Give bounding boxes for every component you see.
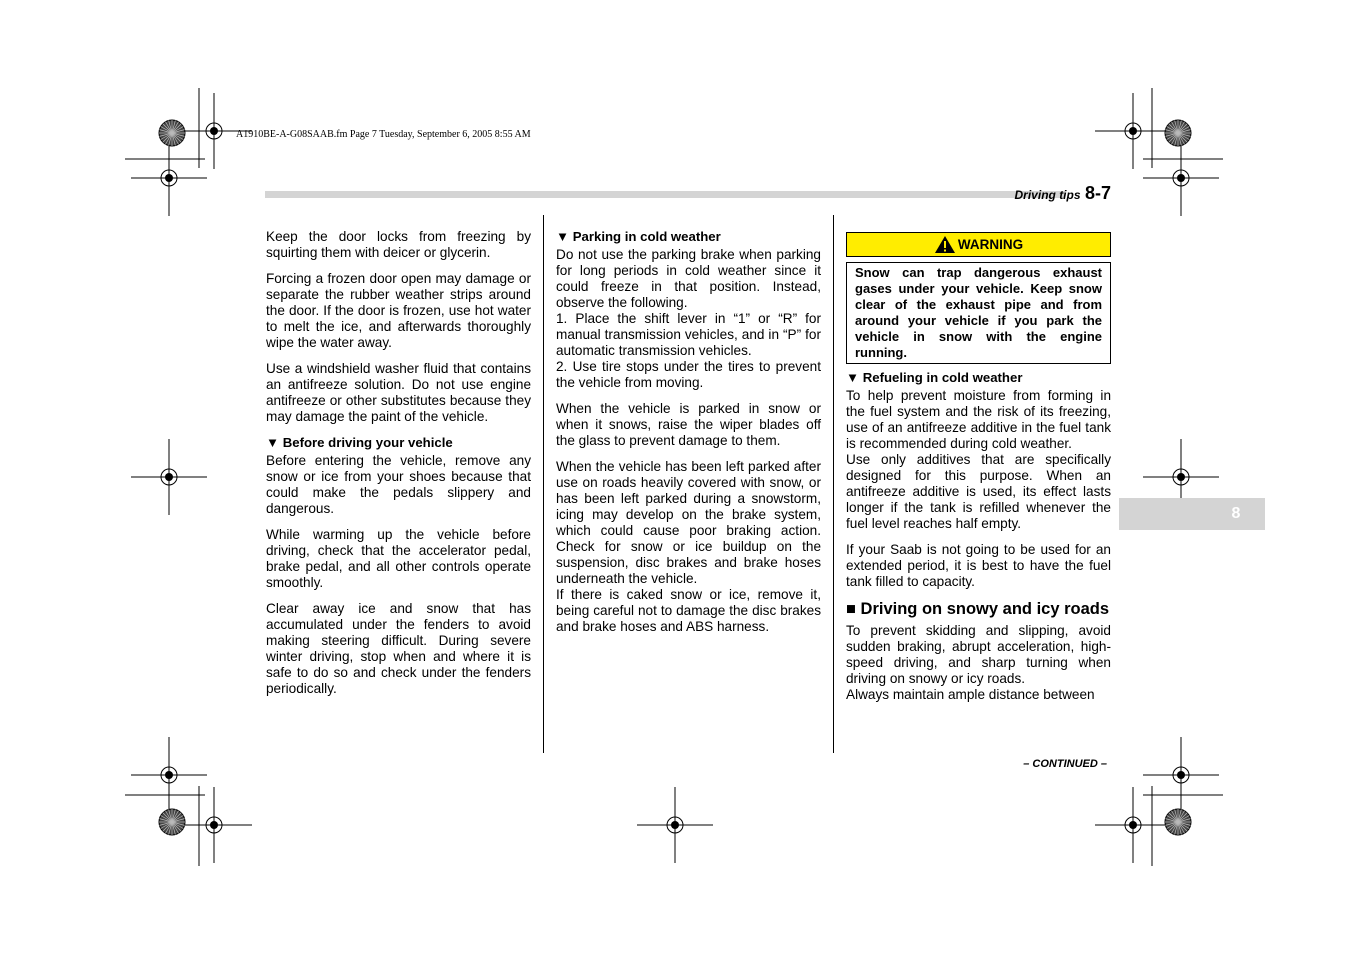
paragraph: Use only additives that are specifically designed for this purpose. When an antifreeze additive is used, its effect lasts longer if the tank is refilled whenever the fuel level reaches half empty. bbox=[846, 452, 1111, 531]
paragraph: While warming up the vehicle before driving, check that the accelerator pedal, brake pedal, and all other controls operate smoothly. bbox=[266, 527, 531, 590]
paragraph: Forcing a frozen door open may damage or separate the rubber weather strips around the door. If the door is frozen, use hot water to melt the ice, and afterwards thoroughly wipe the water away. bbox=[266, 271, 531, 350]
registration-mark-icon bbox=[131, 439, 207, 515]
paragraph: To help prevent moisture from forming in the fuel system and the risk of its freezing, use of an antifreeze additive in the fuel tank is recommended during cold weather. bbox=[846, 388, 1111, 451]
registration-mark-icon bbox=[1143, 140, 1219, 216]
paragraph: Before entering the vehicle, remove any snow or ice from your shoes because that could make the pedals slippery and dangerous. bbox=[266, 453, 531, 516]
registration-mark-icon bbox=[637, 787, 713, 863]
registration-mark-icon bbox=[176, 787, 252, 863]
continued-note: – CONTINUED – bbox=[1023, 758, 1107, 770]
starburst-icon bbox=[1165, 809, 1191, 835]
paragraph: Do not use the parking brake when parking for long periods in cold weather since it could freeze in that position. Instead, observe the following. bbox=[556, 247, 821, 310]
column-divider bbox=[543, 215, 544, 753]
paragraph: Always maintain ample distance between bbox=[846, 687, 1095, 702]
column-3 bbox=[846, 232, 1111, 703]
page-header bbox=[1000, 183, 1111, 204]
registration-mark-icon bbox=[131, 140, 207, 216]
chapter-tab bbox=[1119, 498, 1265, 530]
paragraph: To prevent skidding and slipping, avoid sudden braking, abrupt acceleration, high-speed driving, and sharp turning when driving on snowy or icy roads. bbox=[846, 623, 1111, 686]
paragraph: Keep the door locks from freezing by squirting them with deicer or glycerin. bbox=[266, 229, 531, 260]
file-info: A1910BE-A-G08SAAB.fm Page 7 Tuesday, September 6, 2005 8:55 AM bbox=[236, 129, 531, 140]
starburst-icon bbox=[1165, 120, 1191, 146]
column-divider bbox=[833, 215, 834, 753]
registration-mark-icon bbox=[1095, 787, 1171, 863]
header-bar bbox=[265, 191, 1065, 198]
column-2 bbox=[556, 229, 821, 645]
starburst-icon bbox=[159, 120, 185, 146]
paragraph: If there is caked snow or ice, remove it, being careful not to damage the disc brakes and brake hoses and ABS harness. bbox=[556, 587, 821, 634]
paragraph: When the vehicle is parked in snow or when it snows, raise the wiper blades off the glass to prevent damage to them. bbox=[556, 401, 821, 448]
subheading-before-driving: ▼ Before driving your vehicle bbox=[266, 435, 453, 450]
registration-mark-icon bbox=[1143, 737, 1219, 813]
column-1 bbox=[266, 229, 531, 707]
warning-header bbox=[846, 232, 1111, 257]
section-heading-snowy-roads: ■ Driving on snowy and icy roads bbox=[846, 600, 1110, 618]
paragraph: If your Saab is not going to be used for an extended period, it is best to have the fuel tank filled to capacity. bbox=[846, 542, 1111, 589]
subheading-refueling: ▼ Refueling in cold weather bbox=[846, 370, 1023, 385]
subheading-parking: ▼ Parking in cold weather bbox=[556, 229, 721, 244]
chapter-tab-number: 8 bbox=[1231, 505, 1241, 522]
section-title: Driving tips bbox=[1014, 188, 1081, 202]
paragraph: Clear away ice and snow that has accumulated under the fenders to avoid making steering difficult. During severe winter driving, stop when and where it is safe to do so and check under the fenders periodically. bbox=[266, 601, 531, 696]
list-item: 1. Place the shift lever in “1” or “R” for manual transmission vehicles, and in “P” for automatic transmission vehicles. bbox=[556, 311, 821, 358]
warning-triangle-icon bbox=[934, 235, 956, 254]
warning-text: Snow can trap dangerous exhaust gases under your vehicle. Keep snow clear of the exhaust pipe and from around your vehicle if you park the vehicle in snow with the engine running. bbox=[846, 262, 1111, 364]
warning-label: WARNING bbox=[957, 236, 1024, 252]
paragraph: Use a windshield washer fluid that contains an antifreeze solution. Do not use engine antifreeze or other substitutes because they may damage the paint of the vehicle. bbox=[266, 361, 531, 424]
paragraph: When the vehicle has been left parked after use on roads heavily covered with snow, or has been left parked during a snowstorm, icing may develop on the brake system, which could cause poor braking action. Check for snow or ice buildup on the suspension, disc brakes and brake hoses underneath the vehicle. bbox=[556, 459, 821, 586]
registration-mark-icon bbox=[1095, 93, 1171, 169]
starburst-icon bbox=[159, 809, 185, 835]
list-item: 2. Use tire stops under the tires to prevent the vehicle from moving. bbox=[556, 359, 821, 390]
page-number: 8-7 bbox=[1084, 183, 1111, 203]
registration-mark-icon bbox=[131, 737, 207, 813]
